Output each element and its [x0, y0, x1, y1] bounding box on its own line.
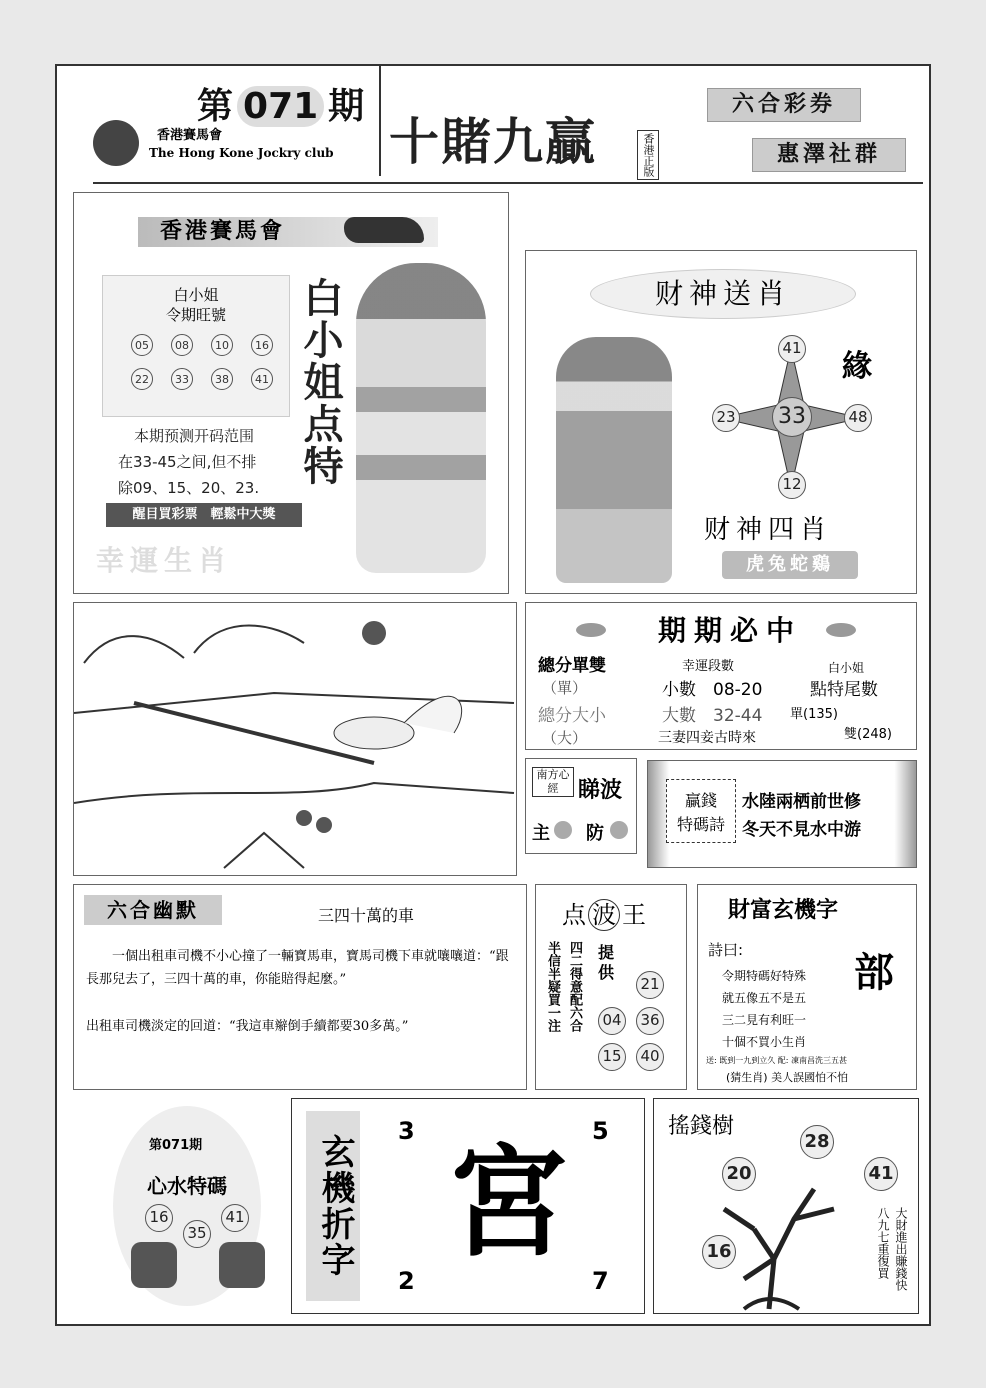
- fortune-char: 部: [854, 950, 894, 996]
- poem-left-box: [666, 779, 736, 843]
- miss-bai-panel: [73, 192, 509, 594]
- dianbo-offer: 提供: [598, 943, 615, 982]
- dianbo-col1: 半信半疑買一注: [545, 941, 560, 1032]
- poem-panel: [647, 760, 917, 868]
- dianbo-ball: 21: [636, 971, 664, 999]
- ball-icon: [610, 821, 628, 839]
- prediction-line3: 除09、15、20、23.: [118, 479, 260, 497]
- xuanji-panel: [291, 1098, 645, 1314]
- fortune-poem-label: 詩曰:: [708, 941, 744, 959]
- club-name-en: The Hong Kone Jockry club: [149, 146, 334, 160]
- dianbo-ball: 04: [598, 1007, 626, 1035]
- r3a: 總分大小: [538, 706, 606, 726]
- number-ball: 33: [171, 368, 193, 390]
- fortune-footer: (猜生肖) 美人誤國怕不怕: [726, 1071, 849, 1084]
- caishen-panel: [525, 250, 917, 594]
- caishen-figure: [556, 337, 672, 583]
- issue-number: 071: [237, 86, 324, 127]
- number-ball: 10: [211, 334, 233, 356]
- page: [55, 64, 931, 1326]
- lucky-zodiac: 幸運生肖: [96, 544, 233, 577]
- caishen-bottom: 12: [778, 471, 806, 499]
- poem-left2: 特碼詩: [676, 815, 725, 834]
- dianbo-ball: 15: [598, 1043, 626, 1071]
- fortune-l3: 三二見有利旺一: [722, 1013, 807, 1027]
- xuanji-tr: 5: [592, 1117, 609, 1145]
- disc-icon: [826, 623, 856, 637]
- heart-panel: [73, 1098, 283, 1314]
- model-figure: [356, 263, 486, 573]
- xuanji-tl: 3: [398, 1117, 415, 1145]
- r1a: 總分單雙: [538, 656, 606, 676]
- ball-icon: [554, 821, 572, 839]
- heart-title: 心水特碼: [147, 1174, 227, 1198]
- tree-title: 搖錢樹: [668, 1114, 735, 1139]
- poem-left1: 贏錢: [684, 791, 717, 810]
- nanfang-title: 睇波: [578, 778, 623, 803]
- tree-ball: 16: [702, 1235, 736, 1269]
- nanfang-fang: 防: [586, 823, 604, 844]
- issue-prefix: 第: [197, 86, 234, 127]
- header-bottom-rule: [93, 182, 923, 184]
- xuanji-char: 宮: [448, 1134, 568, 1273]
- disc-icon: [576, 623, 606, 637]
- r4c: 雙(248): [844, 727, 892, 742]
- issue-heading: [197, 78, 364, 129]
- prediction-line2: 在33-45之间,但不排: [118, 453, 257, 471]
- humor-tag: 六合幽默: [84, 895, 222, 925]
- r1c: 白小姐: [828, 661, 865, 675]
- club-name-cn: 香港賽馬會: [157, 128, 223, 143]
- humor-p2: 出租車司機淡定的回道：“我這車辮倒手續都要30多萬。”: [86, 1019, 409, 1034]
- tree-panel: [653, 1098, 919, 1314]
- fortune-l1: 令期特碼好特殊: [722, 969, 807, 983]
- number-ball: 05: [131, 334, 153, 356]
- miss-bai-vertical-title: 白小姐点特: [297, 277, 343, 487]
- fortune-title: 財富玄機字: [728, 898, 839, 923]
- poem-line2: 冬天不見水中游: [742, 820, 861, 840]
- number-ball: 08: [171, 334, 193, 356]
- club-logo-icon: [93, 120, 139, 166]
- humor-panel: [73, 884, 527, 1090]
- tree-col2: 八九七重復買: [876, 1207, 890, 1279]
- slogan: 醒目買彩票 輕鬆中大獎: [106, 503, 302, 527]
- r4b: 三妻四妾古時來: [658, 730, 756, 746]
- heart-ball: 41: [221, 1204, 249, 1232]
- hand-icon: [219, 1242, 265, 1288]
- r2c: 點特尾數: [810, 680, 878, 700]
- r2b: 小數 08-20: [662, 680, 763, 700]
- r3c: 單(135): [790, 707, 838, 722]
- humor-title: 三四十萬的車: [318, 906, 415, 925]
- r1b: 幸運段數: [682, 659, 735, 674]
- horse-icon: [344, 217, 424, 243]
- prediction-line1: 本期预测开码范围: [134, 427, 255, 445]
- fortune-l2: 就五像五不是五: [722, 991, 807, 1005]
- fortune-l4: 十個不買小生肖: [722, 1035, 807, 1049]
- four-zodiacs: 虎兔蛇鷄: [722, 551, 858, 579]
- subtitle-line2: 令期旺號: [165, 306, 226, 324]
- number-ball: 38: [211, 368, 233, 390]
- heart-ball: 16: [145, 1204, 173, 1232]
- tree-ball: 20: [722, 1157, 756, 1191]
- tree-ball: 41: [864, 1157, 898, 1191]
- nanfang-zhu: 主: [532, 823, 550, 844]
- nanfang-label: 南方心經: [532, 767, 574, 797]
- dianbo-c: 王: [622, 901, 646, 929]
- caishen-right: 48: [844, 404, 872, 432]
- four-zodiac-label: 财神四肖: [704, 515, 833, 545]
- poem-line1: 水陸兩栖前世修: [742, 792, 861, 812]
- number-ball: 16: [251, 334, 273, 356]
- fortune-panel: [697, 884, 917, 1090]
- caishen-title: 财神送肖: [590, 269, 856, 319]
- badge-community: 惠澤社群: [752, 138, 906, 172]
- hand-icon: [131, 1242, 177, 1288]
- badge-lottery: 六合彩券: [707, 88, 861, 122]
- dianbo-ball: 40: [636, 1043, 664, 1071]
- r3b: 大數 32-44: [662, 706, 763, 726]
- xuanji-label: 玄機折字: [306, 1111, 360, 1301]
- tree-icon: [684, 1149, 854, 1313]
- tree-ball: 28: [800, 1125, 834, 1159]
- number-ball: 22: [131, 368, 153, 390]
- issue-suffix: 期: [328, 86, 365, 127]
- dianbo-ball: 36: [636, 1007, 664, 1035]
- qiqi-panel: [525, 602, 917, 750]
- caishen-left: 23: [712, 404, 740, 432]
- humor-p1: 一個出租車司機不小心撞了一輛寶馬車，寶馬司機下車就嚷嚷道：“跟長那兒去了，三四十萬的車，你能賠得起麼。”: [86, 949, 509, 987]
- dianbo-panel: [535, 884, 687, 1090]
- number-ball: 41: [251, 368, 273, 390]
- heart-ball: 35: [183, 1220, 211, 1248]
- dianbo-a: 点: [562, 901, 586, 929]
- banner: 香港賽馬會: [138, 217, 438, 247]
- heart-issue: 第071期: [149, 1138, 203, 1153]
- riddle-illustration: [73, 602, 517, 876]
- r2a: （單）: [542, 679, 588, 697]
- dianbo-title: [562, 895, 646, 931]
- tree-col1: 大財進出賺錢快: [894, 1207, 908, 1291]
- subtitle-line1: 白小姐: [173, 286, 219, 304]
- caishen-top: 41: [778, 335, 806, 363]
- qiqi-title: 期期必中: [658, 614, 803, 647]
- r4a: （大）: [542, 729, 588, 747]
- fortune-note: 送: 既到一九到立久 配: 凍南昌洗三五甚: [706, 1056, 848, 1065]
- official-tag: 香港正版: [637, 130, 659, 180]
- side-char: 緣: [842, 349, 872, 384]
- xuanji-br: 7: [592, 1267, 609, 1295]
- xuanji-bl: 2: [398, 1267, 415, 1295]
- header-divider: [379, 66, 381, 176]
- dianbo-b: 波: [588, 899, 620, 931]
- main-title: 十賭九贏: [389, 113, 597, 171]
- nanfang-panel: [525, 758, 637, 854]
- caishen-center: 33: [772, 397, 812, 437]
- numbers-card: [102, 275, 290, 417]
- dianbo-col2: 四二得意配六合: [567, 941, 582, 1032]
- squirrel-scene-icon: [74, 603, 516, 875]
